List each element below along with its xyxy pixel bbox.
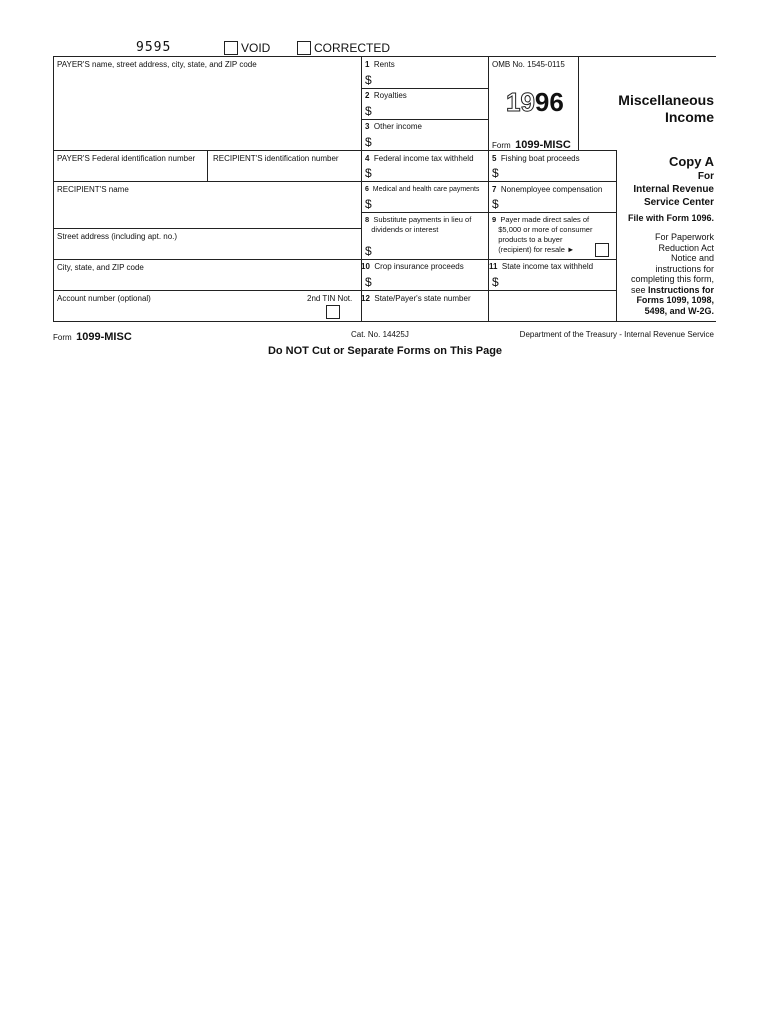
- box1-number: 1: [365, 60, 370, 69]
- pr-line-7: Forms 1099, 1098,: [636, 295, 714, 305]
- do-not-cut-notice: Do NOT Cut or Separate Forms on This Page: [267, 345, 503, 357]
- street-address-field[interactable]: [57, 244, 359, 258]
- box4-number: 4: [365, 154, 370, 163]
- box7-text: Nonemployee compensation: [500, 185, 603, 194]
- recipient-name-field[interactable]: [57, 198, 359, 226]
- second-tin-label: 2nd TIN Not.: [307, 294, 353, 303]
- box6-dollar: $: [365, 197, 372, 211]
- account-number-field[interactable]: [57, 306, 301, 320]
- copy-a-panel: [614, 154, 714, 209]
- box8-dollar: $: [365, 244, 372, 258]
- corrected-checkbox[interactable]: [297, 41, 311, 55]
- box12-label: [361, 294, 471, 304]
- account-number-label: Account number (optional): [57, 294, 151, 303]
- form-title-line1: Miscellaneous: [618, 92, 714, 108]
- payer-name-label: PAYER'S name, street address, city, state, and ZIP code: [57, 60, 257, 69]
- box11-number: 11: [489, 262, 498, 271]
- box8-text-1: Substitute payments in lieu of: [373, 215, 472, 224]
- pr-line-2: Reduction Act: [658, 242, 714, 253]
- box10-dollar: $: [365, 275, 372, 289]
- box11-text: State income tax withheld: [501, 262, 594, 271]
- city-state-zip-field[interactable]: [57, 275, 359, 289]
- box5-text: Fishing boat proceeds: [500, 154, 580, 163]
- box4-text: Federal income tax withheld: [373, 154, 474, 163]
- box6-label: [365, 185, 479, 195]
- box10-number: 10: [361, 262, 370, 271]
- box6-number: 6: [365, 186, 369, 193]
- box3-dollar: $: [365, 135, 372, 149]
- pr-line-5: completing this form,: [630, 274, 714, 284]
- omb-form-prefix: Form: [492, 141, 511, 150]
- box4-label: [365, 154, 474, 164]
- omb-form-id: 1099-MISC: [515, 139, 571, 151]
- recipient-id-label: RECIPIENT'S identification number: [213, 154, 339, 163]
- box12-number: 12: [361, 294, 370, 303]
- box7-dollar: $: [492, 197, 499, 211]
- copy-a-irs-2: Service Center: [643, 197, 714, 208]
- box10-label: [361, 262, 464, 272]
- pr-line-6-bold: Instructions for: [647, 284, 714, 295]
- box11-dollar: $: [492, 275, 499, 289]
- box9-label: [492, 215, 592, 255]
- box7-label: [492, 185, 602, 195]
- box5-number: 5: [492, 154, 497, 163]
- box9-checkbox[interactable]: [595, 243, 609, 257]
- box12-text: State/Payer's state number: [374, 294, 471, 303]
- box2-number: 2: [365, 91, 370, 100]
- box1-text: Rents: [373, 60, 395, 69]
- box3-number: 3: [365, 122, 370, 131]
- box3-label: [365, 122, 422, 132]
- tax-year: [506, 88, 564, 116]
- recipient-name-label: RECIPIENT'S name: [57, 185, 129, 194]
- box7-number: 7: [492, 185, 497, 194]
- street-address-label: Street address (including apt. no.): [57, 232, 178, 241]
- omb-form-name: [492, 135, 571, 153]
- box8-text-2: dividends or interest: [371, 225, 439, 234]
- payer-federal-id-label: PAYER'S Federal identification number: [57, 154, 196, 163]
- box4-dollar: $: [365, 166, 372, 180]
- box2-dollar: $: [365, 104, 372, 118]
- recipient-id-field[interactable]: [211, 166, 361, 180]
- box9-text-1: Payer made direct sales of: [500, 215, 590, 224]
- tax-year-bold: 96: [534, 87, 564, 117]
- tax-year-outline: 19: [506, 87, 535, 117]
- pr-line-3: Notice and: [670, 253, 714, 263]
- paperwork-notice: [631, 232, 714, 316]
- box6-text: Medical and health care payments: [372, 186, 480, 193]
- pr-line-1: For Paperwork: [654, 232, 714, 242]
- box2-label: [365, 91, 407, 101]
- footer-form-id: 1099-MISC: [76, 331, 132, 343]
- box5-dollar: $: [492, 166, 499, 180]
- file-with-note: File with Form 1096.: [627, 213, 714, 223]
- box9-text-2: $5,000 or more of consumer: [498, 225, 593, 234]
- footer-form-name: [53, 327, 132, 345]
- copy-a-for: For: [697, 171, 714, 182]
- box1-dollar: $: [365, 73, 372, 87]
- payer-federal-id-field[interactable]: [57, 166, 207, 180]
- box10-text: Crop insurance proceeds: [374, 262, 464, 271]
- copy-a-irs-1: Internal Revenue: [633, 184, 714, 195]
- payer-name-field[interactable]: [57, 74, 359, 146]
- form-title-line2: Income: [664, 109, 714, 125]
- footer-form-prefix: Form: [53, 333, 72, 342]
- box3-text: Other income: [373, 122, 422, 131]
- omb-number: OMB No. 1545-0115: [492, 60, 565, 69]
- box2-text: Royalties: [373, 91, 407, 100]
- box9-number: 9: [492, 215, 497, 224]
- pr-line-6-pre: see: [630, 284, 648, 295]
- cat-number: Cat. No. 14425J: [351, 330, 409, 339]
- form-title: [618, 92, 714, 126]
- pr-line-8: 5498, and W-2G.: [644, 305, 714, 316]
- corrected-label: CORRECTED: [314, 41, 391, 55]
- box8-label: [365, 215, 471, 235]
- box8-number: 8: [365, 215, 370, 224]
- box9-text-4: (recipient) for resale ►: [498, 245, 575, 254]
- form-code: 9595: [136, 40, 172, 55]
- box9-text-3: products to a buyer: [498, 235, 563, 244]
- box11-label: [489, 262, 593, 272]
- box5-label: [492, 154, 580, 164]
- copy-a-title: Copy A: [668, 154, 714, 169]
- second-tin-checkbox[interactable]: [326, 305, 340, 319]
- pr-line-4: instructions for: [655, 263, 714, 274]
- box1-label: [365, 60, 395, 70]
- department-label: Department of the Treasury - Internal Revenue Service: [519, 330, 714, 339]
- void-checkbox[interactable]: [224, 41, 238, 55]
- city-state-zip-label: City, state, and ZIP code: [57, 263, 144, 272]
- void-label: VOID: [241, 41, 271, 55]
